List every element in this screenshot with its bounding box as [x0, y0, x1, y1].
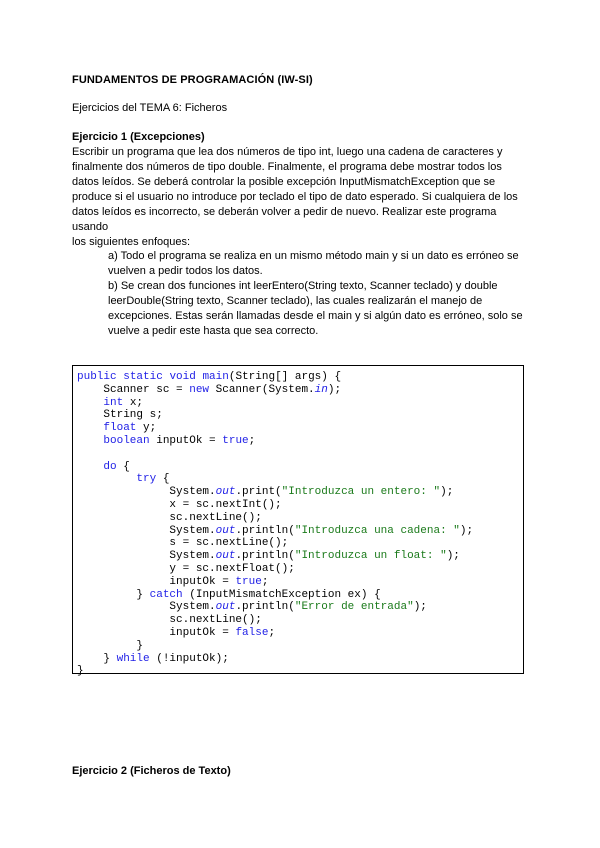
code-line: do { [103, 460, 130, 473]
option-b-line: leerDouble(String texto, Scanner teclado), las cuales realizarán el manejo de [108, 295, 483, 307]
statement-line: los siguientes enfoques: [72, 236, 191, 248]
code-line: s = sc.nextLine(); [77, 537, 289, 550]
code-line: inputOk = true; [77, 575, 269, 588]
option-b-line: vuelve a pedir este hasta que sea correcto. [108, 325, 319, 337]
code-line: System.out.println("Introduzca una cadena: "); [77, 524, 474, 537]
statement-line: produce si el usuario no introduce por teclado el tipo de dato esperado. Si cualquiera de los [72, 191, 518, 203]
code-line: } [77, 665, 84, 678]
option-b-line: excepciones. Estas serán llamadas desde el main y si algún dato es erróneo, solo se [108, 310, 523, 322]
code-line: try { [136, 473, 170, 486]
code-line: String s; [77, 409, 163, 422]
code-line: float y; [103, 422, 157, 435]
code-line: inputOk = false; [77, 626, 276, 639]
option-b [108, 279, 528, 339]
code-line [77, 448, 473, 461]
exercise-1-heading: Ejercicio 1 (Excepciones) [72, 131, 205, 143]
code-line: sc.nextLine(); [77, 614, 262, 627]
option-a-line: a) Todo el programa se realiza en un mismo método main y si un dato es erróneo se [108, 250, 519, 262]
code-line: System.out.println("Error de entrada"); [77, 601, 427, 614]
code-line: x = sc.nextInt(); [77, 498, 282, 511]
statement-line: datos leídos. Se deberá controlar la posible excepción InputMismatchException que se [72, 176, 496, 188]
option-a-line: vuelven a pedir todos los datos. [108, 265, 263, 277]
code-line: } catch (InputMismatchException ex) { [77, 588, 381, 601]
code-listing-box [72, 365, 524, 678]
code-line: sc.nextLine(); [77, 511, 262, 524]
code-line: System.out.println("Introduzca un float: "); [77, 550, 460, 563]
option-a [108, 249, 528, 279]
statement-line: usando [72, 221, 109, 233]
code-line: System.out.print("Introduzca un entero: "); [77, 486, 454, 499]
code-line: } while (!inputOk); [77, 652, 229, 665]
java-code-listing [77, 371, 473, 678]
code-line: } [77, 639, 144, 652]
exercise-2-heading: Ejercicio 2 (Ficheros de Texto) [72, 765, 231, 777]
course-title: FUNDAMENTOS DE PROGRAMACIÓN (IW-SI) [72, 74, 313, 86]
statement-line: finalmente dos números de tipo double. Finalmente, el programa debe mostrar todos los [72, 161, 502, 173]
code-line: int x; [103, 396, 144, 409]
code-line: y = sc.nextFloat(); [77, 562, 295, 575]
code-line: Scanner sc = new Scanner(System.in); [77, 383, 342, 396]
code-line: public static void main(String[] args) { [77, 371, 342, 383]
exercise-1-statement [72, 145, 532, 250]
statement-line: Escribir un programa que lea dos números de tipo int, luego una cadena de caracteres y [72, 146, 503, 158]
worksheet-subtitle: Ejercicios del TEMA 6: Ficheros [72, 102, 228, 114]
option-b-line: b) Se crean dos funciones int leerEntero(String texto, Scanner teclado) y double [108, 280, 498, 292]
statement-line: datos leídos es incorrecto, se deberán volver a pedir de nuevo. Realizar este programa [72, 206, 497, 218]
code-line: boolean inputOk = true; [103, 434, 256, 447]
